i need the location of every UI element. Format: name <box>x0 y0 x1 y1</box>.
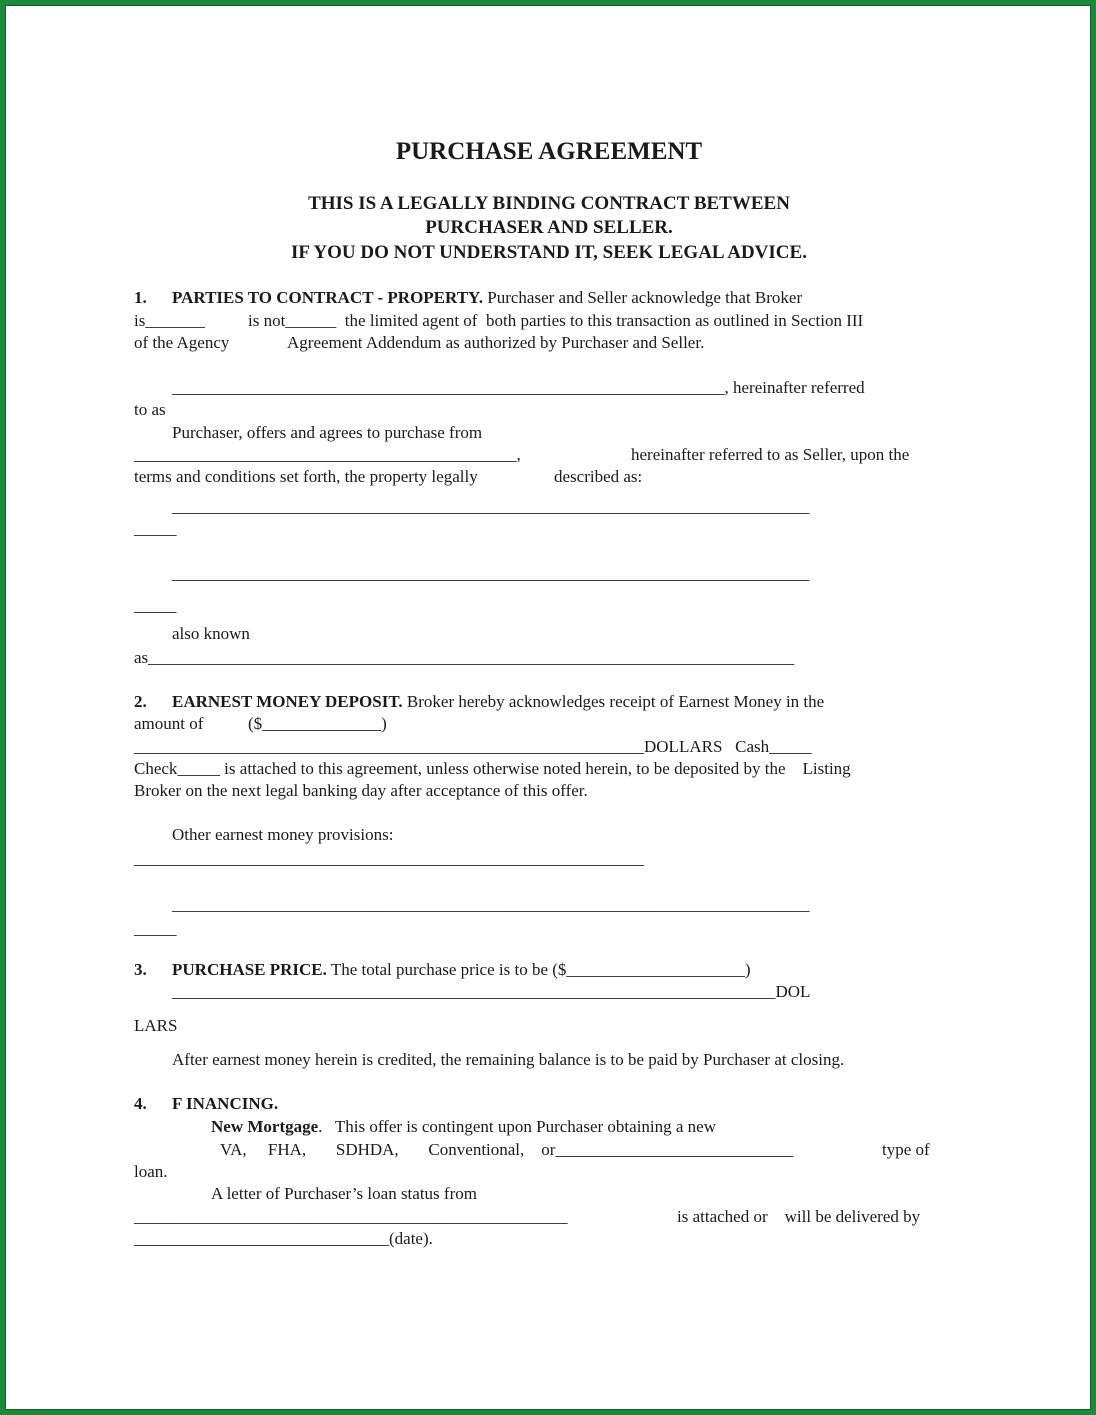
also-known-as-blank: as____________________________________________________________________________ <box>134 648 795 667</box>
dollars-cash-line: ____________________________________________________________DOLLARS Cash_____ <box>134 737 812 756</box>
new-mortgage-text: . This offer is contingent upon Purchaser obtaining a new <box>318 1117 717 1136</box>
terms-text: terms and conditions set forth, the property legally <box>134 467 478 486</box>
remaining-balance-text: After earnest money herein is credited, the remaining balance is to be paid by Purchaser at closing. <box>172 1050 845 1069</box>
listing-broker-line: Broker on the next legal banking day after acceptance of this offer. <box>134 781 588 800</box>
section-2-line-1 <box>172 691 824 713</box>
section-4-number: 4. <box>134 1094 147 1113</box>
page-frame <box>5 5 1091 1410</box>
also-known-text: also known <box>172 624 250 643</box>
new-mortgage-label: New Mortgage <box>211 1117 319 1136</box>
section-1-is-blank: is_______ <box>134 311 205 330</box>
section-3-number: 3. <box>134 960 147 979</box>
section-2-heading: EARNEST MONEY DEPOSIT. <box>172 692 403 711</box>
lars-text: LARS <box>134 1016 178 1035</box>
legal-description-blank-1-cont: _____ <box>134 519 177 538</box>
loan-status-blank: ___________________________________________________ <box>134 1207 568 1226</box>
section-4-heading: F INANCING. <box>172 1094 279 1113</box>
check-line: Check_____ is attached to this agreement, unless otherwise noted herein, to be deposited by the Listing <box>134 759 851 778</box>
section-2-line-1-text: Broker hereby acknowledges receipt of Earnest Money in the <box>402 692 825 711</box>
loan-text: loan. <box>134 1162 168 1181</box>
section-1-addendum-text: Agreement Addendum as authorized by Purchaser and Seller. <box>287 333 705 352</box>
purchase-price-dollars-blank: _______________________________________________________________________DOL <box>172 982 811 1001</box>
section-1-line-1-text: Purchaser and Seller acknowledge that Broker <box>483 288 803 307</box>
section-3-line-1-text: The total purchase price is to be ($_____________________) <box>326 960 751 979</box>
amount-of-text: amount of <box>134 714 204 733</box>
section-1-line-1 <box>172 287 802 309</box>
section-1-heading: PARTIES TO CONTRACT - PROPERTY. <box>172 288 484 307</box>
other-provisions-blank-2: ___________________________________________________________________________ <box>172 895 810 914</box>
legal-description-blank-2: ___________________________________________________________________________ <box>172 564 810 583</box>
type-of-text: type of <box>882 1140 930 1159</box>
loan-types-line: VA, FHA, SDHDA, Conventional, or____________________________ <box>220 1140 794 1159</box>
subtitle-line-1: THIS IS A LEGALLY BINDING CONTRACT BETWEEN <box>308 193 790 214</box>
delivery-date-blank: ______________________________(date). <box>134 1229 433 1248</box>
to-as-text: to as <box>134 400 166 419</box>
new-mortgage-line <box>211 1116 716 1138</box>
described-as-text: described as: <box>554 467 643 486</box>
purchaser-name-line: _________________________________________________________________, hereinafter referred <box>172 378 865 397</box>
legal-description-blank-2-cont: _____ <box>134 596 177 615</box>
other-provisions-blank-1: ____________________________________________________________ <box>134 849 644 868</box>
section-1-agency-text: of the Agency <box>134 333 230 352</box>
document-title: PURCHASE AGREEMENT <box>395 138 703 165</box>
other-provisions-label: Other earnest money provisions: <box>172 825 394 844</box>
seller-name-blank: _____________________________________________, <box>134 445 521 464</box>
section-3-line-1 <box>172 959 751 981</box>
subtitle-line-2: PURCHASER AND SELLER. <box>425 217 673 238</box>
section-1-number: 1. <box>134 288 147 307</box>
section-1-is-not-text: is not______ the limited agent of both parties to this transaction as outlined in Section III <box>248 311 864 330</box>
seller-referred-text: hereinafter referred to as Seller, upon the <box>631 445 910 464</box>
other-provisions-blank-2-cont: _____ <box>134 919 177 938</box>
subtitle-line-3: IF YOU DO NOT UNDERSTAND IT, SEEK LEGAL ADVICE. <box>291 242 807 263</box>
section-3-heading: PURCHASE PRICE. <box>172 960 327 979</box>
document-page <box>6 6 1092 1411</box>
section-2-number: 2. <box>134 692 147 711</box>
purchaser-offers-text: Purchaser, offers and agrees to purchase from <box>172 423 483 442</box>
amount-blank: ($______________) <box>248 714 387 733</box>
attached-delivered-text: is attached or will be delivered by <box>677 1207 921 1226</box>
legal-description-blank-1: ___________________________________________________________________________ <box>172 497 810 516</box>
loan-status-letter-text: A letter of Purchaser’s loan status from <box>211 1184 477 1203</box>
